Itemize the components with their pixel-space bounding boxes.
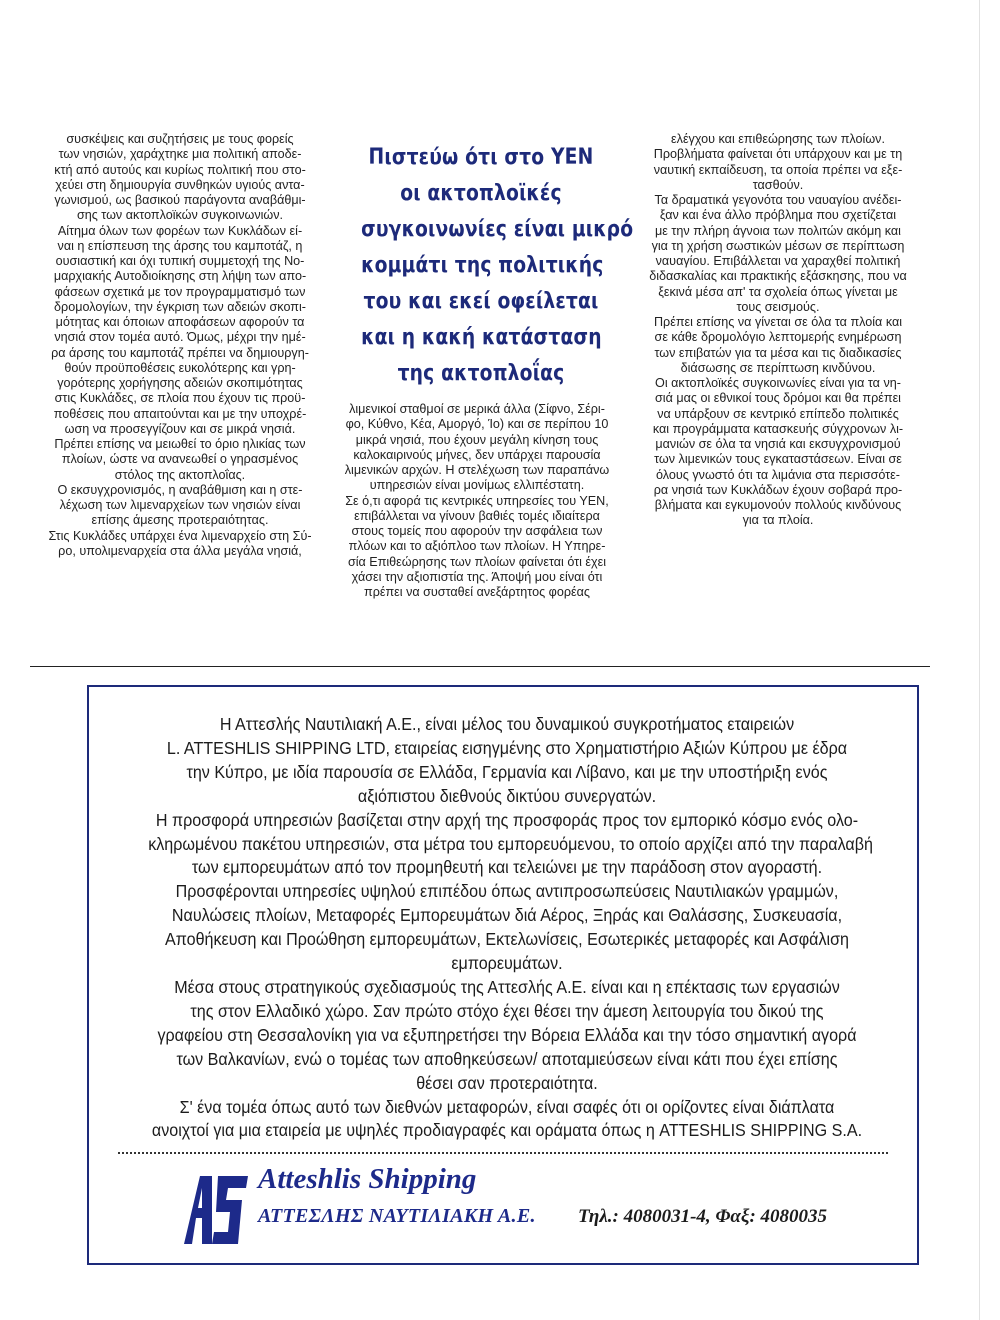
text-line: υπηρεσιών είναι μονίμως ελλιπέστατη. <box>369 478 585 493</box>
text-line: σιά μας οι εθνικοί τους δρόμοι και θα πρέπει <box>655 391 901 406</box>
text-line: Πρέπει επίσης να γίνεται σε όλα τα πλοία και <box>653 315 903 329</box>
text-line: κτή από αυτούς και κυρίως πολιτική που στο- <box>54 162 306 177</box>
paragraph <box>628 315 928 376</box>
brand-subtitle: ΑΤΤΕΣΛΗΣ ΝΑΥΤΙΛΙΑΚΗ Α.Ε. <box>258 1205 536 1227</box>
text-line: θούν προϋποθέσεις ευκολότερης και γρη- <box>64 360 296 375</box>
text-line: καλοκαιρινούς μήνες, δεν υπάρχει παρουσία <box>353 447 601 462</box>
section-divider <box>30 666 930 667</box>
text-line: Η Αττεσλής Ναυτιλιακή Α.Ε., είναι μέλος του δυναμικού συγκροτήματος εταιρειών <box>219 714 795 734</box>
text-line: των νησιών, χαράχτηκε μια πολιτική αποδε- <box>58 147 302 162</box>
text-line: στόλος της ακτοπλοΐας. <box>114 467 246 482</box>
article-column-2 <box>336 402 618 600</box>
text-line: ρα νησιά των Κυκλάδων έχουν σοβαρά προ- <box>653 482 903 497</box>
text-line: φάσεων σχετικά με τον προγραμματισμό των <box>54 284 306 299</box>
text-line: ναυτική εκπαίδευση, τα οποία πρέπει να εξε- <box>653 162 903 177</box>
paragraph <box>148 1096 866 1144</box>
text-line: την Κύπρο, με ιδία παρουσία σε Ελλάδα, Γερμανία και Λίβανο, και με την υποστήριξη ενός <box>186 761 828 782</box>
text-line: Ναυλώσεις πλοίων, Μεταφορές Εμπορευμάτων διά Αέρος, Ξηράς και Θαλάσσης, Συσκευασία, <box>171 905 843 926</box>
text-line: ξαν και ένα άλλο πρόβλημα που σχετίζεται <box>659 208 897 223</box>
pull-quote-line: συγκοινωνίες είναι μικρό <box>361 217 634 242</box>
text-line: χάσει την αξιοπιστία της. Άποψή μου είναι ότι <box>351 569 603 584</box>
text-line: βλήματα και εγκυμονούν πολλούς κινδύνους <box>654 498 902 512</box>
paragraph <box>148 880 866 976</box>
text-line: για τη χρήση σωστικών μέσων σε περίπτωση <box>651 238 905 253</box>
text-line: πρέπει να συσταθεί ανεξάρτητος φορέας <box>364 585 590 599</box>
text-line: των Βαλκανίων, ενώ ο τομέας των αποθηκεύσεων/ αποταμιεύσεων είναι κάτι που έχει επίσης <box>176 1048 838 1069</box>
text-line: ωση να προσεγγίζουν και σε μικρά νησιά. <box>64 421 296 436</box>
text-line: Οι ακτοπλοϊκές συγκοινωνίες είναι για τα νη- <box>655 376 901 390</box>
text-line: γορότερης χορήγησης αδειών σκοπιμότητας <box>57 376 303 390</box>
atteshlis-logo <box>178 1166 250 1246</box>
pull-quote <box>361 140 634 392</box>
text-line: Αποθήκευση και Προώθηση εμπορευμάτων, Εκτελωνίσεις, Εσωτερικές μεταφορές και Ασφάλιση <box>165 929 849 950</box>
pull-quote-line: οι ακτοπλοϊκές <box>400 181 562 206</box>
paragraph <box>30 132 330 224</box>
text-line: διάσωσης σε περίπτωση κινδύνου. <box>680 360 876 375</box>
text-line: επιβάλλεται να γίνουν βαθιές τομές ιδιαίτερα <box>354 508 600 523</box>
text-line: λιμενικών αρχών. Η στελέχωση των παραπάνω <box>344 463 610 477</box>
text-line: Σε ό,τι αφορά τις κεντρικές υπηρεσίες του ΥΕΝ, <box>345 493 609 508</box>
text-line: λέχωση των λιμεναρχείων των νησιών είναι <box>59 498 301 512</box>
paragraph <box>628 132 928 147</box>
text-line: Στις Κυκλάδες υπάρχει ένα λιμεναρχείο στη Σύ- <box>48 528 312 543</box>
pull-quote-line: της ακτοπλοΐας <box>397 361 565 386</box>
text-line: ναι η επίσπευση της άρσης του καμποτάζ, η <box>57 238 303 253</box>
text-line: θέσει σαν προτεραιότητα. <box>416 1072 598 1093</box>
article-column-1 <box>30 132 330 559</box>
text-line: ρα άρσης του καμποτάζ πρέπει να δημιουργη- <box>51 345 309 360</box>
text-line: νησιά στον τομέα αυτό. Όμως, μέχρι την ημέ- <box>54 330 306 345</box>
pull-quote-line: και η κακή κατάσταση <box>361 325 602 350</box>
text-line: στις Κυκλάδες, σε πλοία που έχουν τις προϋ- <box>54 391 306 406</box>
text-line: μαρχιακής Αυτοδιοίκησης στη λήψη των απο- <box>53 269 307 284</box>
text-line: Ο εκσυγχρονισμός, η αναβάθμιση και η στε- <box>57 482 303 497</box>
paragraph <box>336 402 618 494</box>
text-line: ελέγχου και επιθεώρησης των πλοίων. <box>671 132 885 146</box>
text-line: ανοιχτοί για μια εταιρεία με υψηλές προδιαγραφές και οράματα όπως η ATTESHLIS SHIPPING S.A. <box>151 1120 863 1141</box>
pull-quote-line: του και εκεί οφείλεται <box>363 289 599 314</box>
text-line: συσκέψεις και συζητήσεις με τους φορείς <box>66 132 294 146</box>
text-line: τους σεισμούς. <box>736 299 820 314</box>
text-line: ξεκινά μέσα απ' τα σχολεία όπως γίνεται με <box>658 284 898 299</box>
text-line: των επιβατών για τα μέσα και τις διαδικασίες <box>654 345 902 360</box>
text-line: των εμπορευμάτων από τον προμηθευτή και τελειώνει με την παράδοση στον αγοραστή. <box>191 857 823 878</box>
text-line: Προβλήματα φαίνεται ότι υπάρχουν και με τη <box>653 147 903 162</box>
text-line: Σ' ένα τομέα όπως αυτό των διεθνών μεταφορών, είναι σαφές ότι οι ορίζοντες είναι διάπλατα <box>179 1096 835 1117</box>
text-line: ουσιαστική και όχι τυπική συμμετοχή της Νο- <box>55 254 305 268</box>
text-line: L. ATTESHLIS SHIPPING LTD, εταιρείας εισηγμένης στο Χρηματιστήριο Αξιών Κύπρου με έδρα <box>166 737 848 758</box>
text-line: διδασκαλίας και πρακτικής εξάσκησης, που να <box>649 269 907 284</box>
text-line: γραφείου στη Θεσσαλονίκη για να εξυπηρετήσει την Βόρεια Ελλάδα και την τόσο σημαντική αγορά <box>157 1024 857 1045</box>
text-line: όλους γνωστό ότι τα λιμάνια στα περισσότε- <box>656 467 900 482</box>
text-line: στους τομείς που αφορούν την ασφάλεια των <box>351 524 603 538</box>
text-line: μικρά νησιά, που έχουν μεγάλη κίνηση τους <box>355 432 599 447</box>
brand-name: Atteshlis Shipping <box>258 1163 477 1195</box>
text-line: μότητας και όποιων αποφάσεων αφορούν τα <box>55 315 305 329</box>
text-line: και προγράμματα κατασκευής σύγχρονων λι- <box>652 421 904 436</box>
text-line: ρο, υπολιμεναρχεία στα άλλα μεγάλα νησιά, <box>58 543 302 558</box>
text-line: φο, Κύθνο, Κέα, Αμοργό, Ίο) και σε περίπου 10 <box>345 417 609 432</box>
advertisement-text <box>148 713 873 1143</box>
text-line: ποθέσεις που απαιτούνται και με την υποχρέ- <box>53 406 307 421</box>
paragraph <box>148 976 866 1096</box>
text-line: Πρέπει επίσης να μειωθεί το όριο ηλικίας των <box>54 437 306 451</box>
dotted-separator <box>118 1152 888 1154</box>
text-line: της στον Ελλαδικό χώρο. Σαν πρώτο στόχο έχει θέσει την άμεση λειτουργία του δικού της <box>190 1000 824 1021</box>
text-line: τασθούν. <box>752 177 804 192</box>
text-line: λιμενικοί σταθμοί σε μερικά άλλα (Σίφνο, Σέρι- <box>349 402 605 416</box>
text-line: γωνισμού, ως βασικού παράγοντα αναβάθμι- <box>54 193 306 207</box>
text-line: Αίτημα όλων των φορέων των Κυκλάδων εί- <box>57 223 303 238</box>
paragraph <box>336 494 618 601</box>
text-line: σία Επιθεώρησης των πλοίων φαίνεται ότι έχει <box>347 554 607 569</box>
paragraph <box>30 529 330 560</box>
text-line: Η προσφορά υπηρεσιών βασίζεται στην αρχή της προσφοράς προς τον εμπορικό κόσμο ενός ολο- <box>155 809 859 830</box>
text-line: ναυαγίου. Επιβάλλεται να χαραχθεί πολιτική <box>655 254 901 268</box>
page-edge <box>979 0 980 1320</box>
text-line: Προσφέρονται υπηρεσίες υψηλού επιπέδου όπως αντιπροσωπεύσεις Ναυτιλιακών γραμμών, <box>175 881 839 902</box>
paragraph <box>628 147 928 193</box>
text-line: δρομολογίων, την έγκριση των αδειών σκοπι- <box>54 299 306 314</box>
paragraph <box>30 483 330 529</box>
pull-quote-line: κομμάτι της πολιτικής <box>361 253 604 278</box>
pull-quote-line: Πιστεύω ότι στο ΥΕΝ <box>368 145 594 170</box>
text-line: Τα δραματικά γεγονότα του ναυαγίου ανέδει- <box>654 193 902 207</box>
text-line: μανιών σε όλα τα νησιά και εκσυγχρονισμού <box>655 437 901 451</box>
text-line: σε κάθε δρομολόγιο λεπτομερής ενημέρωση <box>654 330 902 345</box>
text-line: των λιμενικών τους εγκαταστάσεων. Είναι σε <box>654 452 902 467</box>
article-column-3 <box>628 132 928 529</box>
text-line: επίσης άμεσης προτεραιότητας. <box>91 513 269 528</box>
paragraph <box>30 224 330 438</box>
text-line: εμπορευμάτων. <box>451 953 563 974</box>
text-line: να υπάρξουν σε κεντρικό επίπεδο πολιτικές <box>657 406 899 421</box>
text-line: πλόων και το αξιόπλοο των πλοίων. Η Υπηρε- <box>348 539 606 554</box>
text-line: πλοίων, ώστε να ανανεωθεί ο γηρασμένος <box>61 452 299 467</box>
text-line: Μέσα στους στρατηγικούς σχεδιασμούς της Αττεσλής Α.Ε. είναι και η επέκτασις των εργασιών <box>174 976 840 997</box>
paragraph <box>148 809 873 881</box>
text-line: κληρωμένου πακέτου υπηρεσιών, στα μέτρα του εμπορευόμενου, το οποίο αρχίζει από την παραλαβή <box>148 833 873 854</box>
paragraph <box>30 437 330 483</box>
paragraph <box>628 193 928 315</box>
text-line: σης των ακτοπλοϊκών συγκοινωνιών. <box>76 208 284 223</box>
contact-info: Τηλ.: 4080031-4, Φαξ: 4080035 <box>578 1206 828 1227</box>
text-line: για τα πλοία. <box>742 513 814 528</box>
text-line: χεύει στη δημιουργία συνθηκών υγιούς αντα- <box>55 177 305 192</box>
text-line: με την πλήρη άγνοια των πολιτών ακόμη και <box>655 223 901 238</box>
text-line: αξιόπιστου διεθνούς δικτύου συνεργατών. <box>357 785 657 806</box>
paragraph <box>628 376 928 529</box>
paragraph <box>148 713 866 809</box>
